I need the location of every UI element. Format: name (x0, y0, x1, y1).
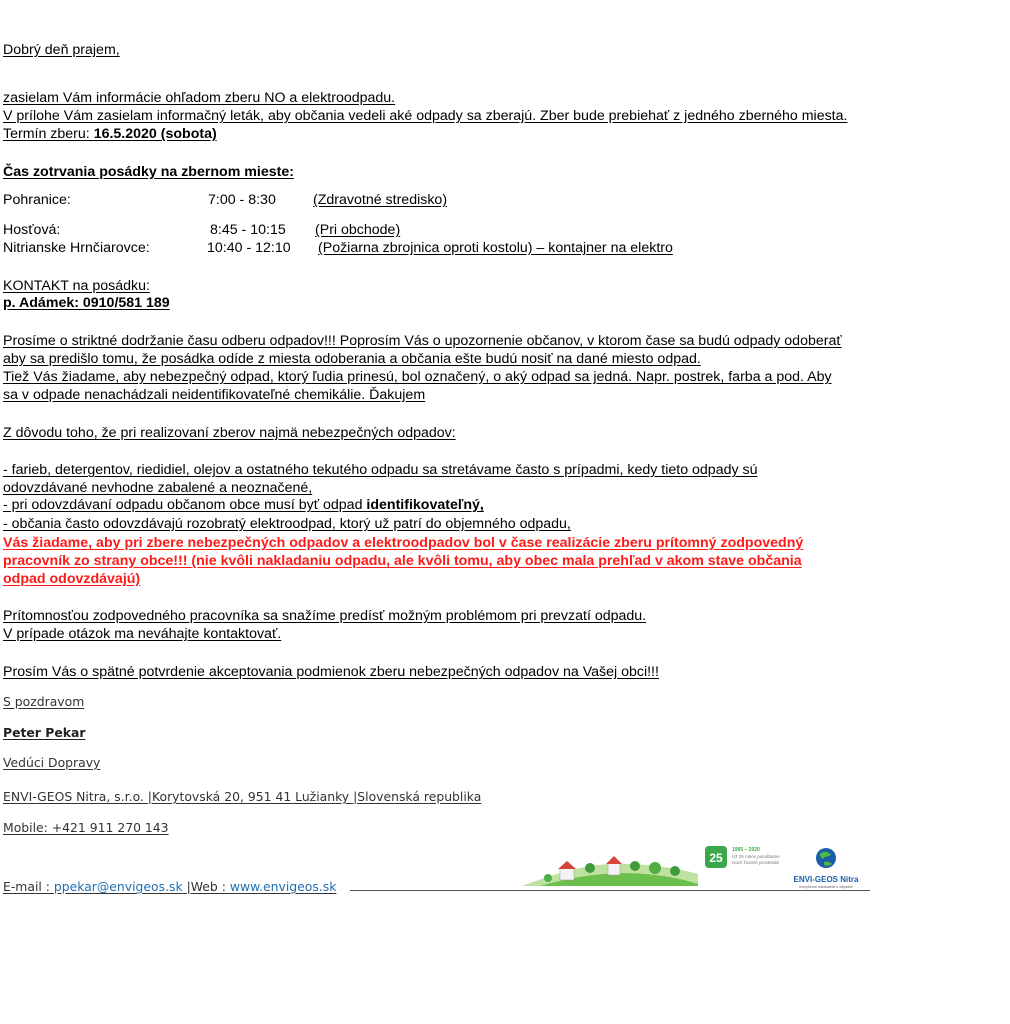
bullet-3: - občania často odovzdávajú rozobratý elektroodpad, ktorý už patrí do objemného odpadu, (3, 516, 571, 532)
web-link[interactable]: www.envigeos.sk (229, 879, 337, 894)
signature-mobile: Mobile: +421 911 270 143 (3, 820, 169, 835)
schedule-heading: Čas zotrvania posádky na zbernom mieste: (3, 164, 294, 180)
schedule-time: 10:40 - 12:10 (207, 240, 291, 256)
email-label: E-mail : (3, 879, 54, 894)
intro-line-1: zasielam Vám informácie ohľadom zberu NO a elektroodpadu. (3, 90, 396, 106)
schedule-row (3, 192, 447, 209)
request-line-4: sa v odpade nenachádzali neidentifikovateľné chemikálie. Ďakujem (3, 387, 426, 403)
reason-intro: Z dôvodu toho, že pri realizovaní zberov najmä nebezpečných odpadov: (3, 425, 456, 441)
schedule-row (3, 222, 400, 239)
schedule-place: Hosťová: (3, 222, 61, 238)
schedule-note: (Požiarna zbrojnica oproti kostolu) – kontajner na elektro (318, 240, 673, 256)
contact-label: KONTAKT na posádku: (3, 278, 150, 294)
bullet-2-text: - pri odovzdávaní odpadu občanom obce musí byť odpad (3, 497, 367, 513)
brand-subtitle: Komplexné nakladanie s odpadmi (799, 885, 853, 889)
intro-line-2: V prílohe Vám zasielam informačný leták, aby občania vedeli aké odpady sa zberajú. Zber bude prebiehať z jedného zberného miesta. (3, 108, 848, 124)
bullet-1-line-1: - farieb, detergentov, riedidiel, olejov a ostatného tekutého odpadu sa stretávame často s prípadmi, kedy tieto odpady sú (3, 462, 758, 478)
landscape-illustration (522, 856, 698, 886)
contact-person: p. Adámek: 0910/581 189 (3, 295, 170, 311)
schedule-place: Nitrianske Hrnčiarovce: (3, 240, 150, 256)
schedule-row (3, 240, 673, 257)
bullet-1-line-2: odovzdávané nevhodne zabalené a neoznačené, (3, 480, 313, 496)
anniversary-tagline-1: Už 25 rokov pomáhame (732, 854, 780, 859)
request-line-1: Prosíme o striktné dodržanie času odberu odpadov!!! Poprosím Vás o upozornenie občanov, v ktorom čase sa budú odpady odoberať (3, 333, 842, 349)
schedule-time: 7:00 - 8:30 (208, 192, 276, 208)
anniversary-number: 25 (709, 851, 723, 865)
schedule-time: 8:45 - 10:15 (210, 222, 286, 238)
schedule-note: (Pri obchode) (315, 222, 401, 238)
schedule-place: Pohranice: (3, 192, 71, 208)
anniversary-years: 1995 – 2020 (732, 847, 760, 853)
warning-line-1: Vás žiadame, aby pri zbere nebezpečných odpadov a elektroodpadov bol v čase realizácie zberu prítomný zodpovedný (3, 535, 804, 551)
collection-date-label: Termín zberu: (3, 126, 94, 142)
request-line-3: Tiež Vás žiadame, aby nebezpečný odpad, ktorý ľudia prinesú, bol označený, o aký odpad sa jedná. Napr. postrek, farba a pod. Aby (3, 369, 832, 385)
closing-line-1: Prítomnosťou zodpovedného pracovníka sa snažíme predísť možným problémom pri prevzatí odpadu. (3, 608, 647, 624)
signature-regards: S pozdravom (3, 694, 85, 709)
signature-contacts (3, 879, 336, 895)
brand-name: ENVI-GEOS Nitra (793, 875, 859, 884)
collection-date-value: 16.5.2020 (sobota) (93, 126, 217, 142)
email-link[interactable]: ppekar@envigeos.sk (53, 879, 183, 894)
confirmation-request: Prosím Vás o spätné potvrdenie akceptovania podmienok zberu nebezpečných odpadov na Vašej obci!!! (3, 664, 659, 680)
closing-line-2: V prípade otázok ma neváhajte kontaktovať. (3, 626, 282, 642)
signature-divider (350, 890, 870, 891)
bullet-2-bold: identifikovateľný, (366, 497, 484, 513)
request-line-2: aby sa predišlo tomu, že posádka odíde z miesta odoberania a občania ešte budú nosiť na dané miesto odpad. (3, 351, 701, 367)
anniversary-tagline-2: tvoriť životné prostredie (732, 860, 779, 865)
schedule-note: (Zdravotné stredisko) (313, 192, 448, 208)
warning-line-2: pracovník zo strany obce!!! (nie kvôli nakladaniu odpadu, ale kvôli tomu, aby obec mala prehľad v akom stave občania (3, 553, 802, 569)
signature-company: ENVI-GEOS Nitra, s.r.o. |Korytovská 20, 951 41 Lužianky |Slovenská republika (3, 789, 482, 804)
warning-line-3: odpad odovzdávajú) (3, 571, 141, 587)
signature-title: Vedúci Dopravy (3, 755, 101, 770)
signature-name: Peter Pekar (3, 725, 86, 740)
greeting: Dobrý deň prajem, (3, 42, 120, 58)
collection-date (3, 126, 217, 143)
envigeos-logo (520, 838, 875, 890)
web-label: |Web : (182, 879, 230, 894)
bullet-2 (3, 497, 484, 514)
